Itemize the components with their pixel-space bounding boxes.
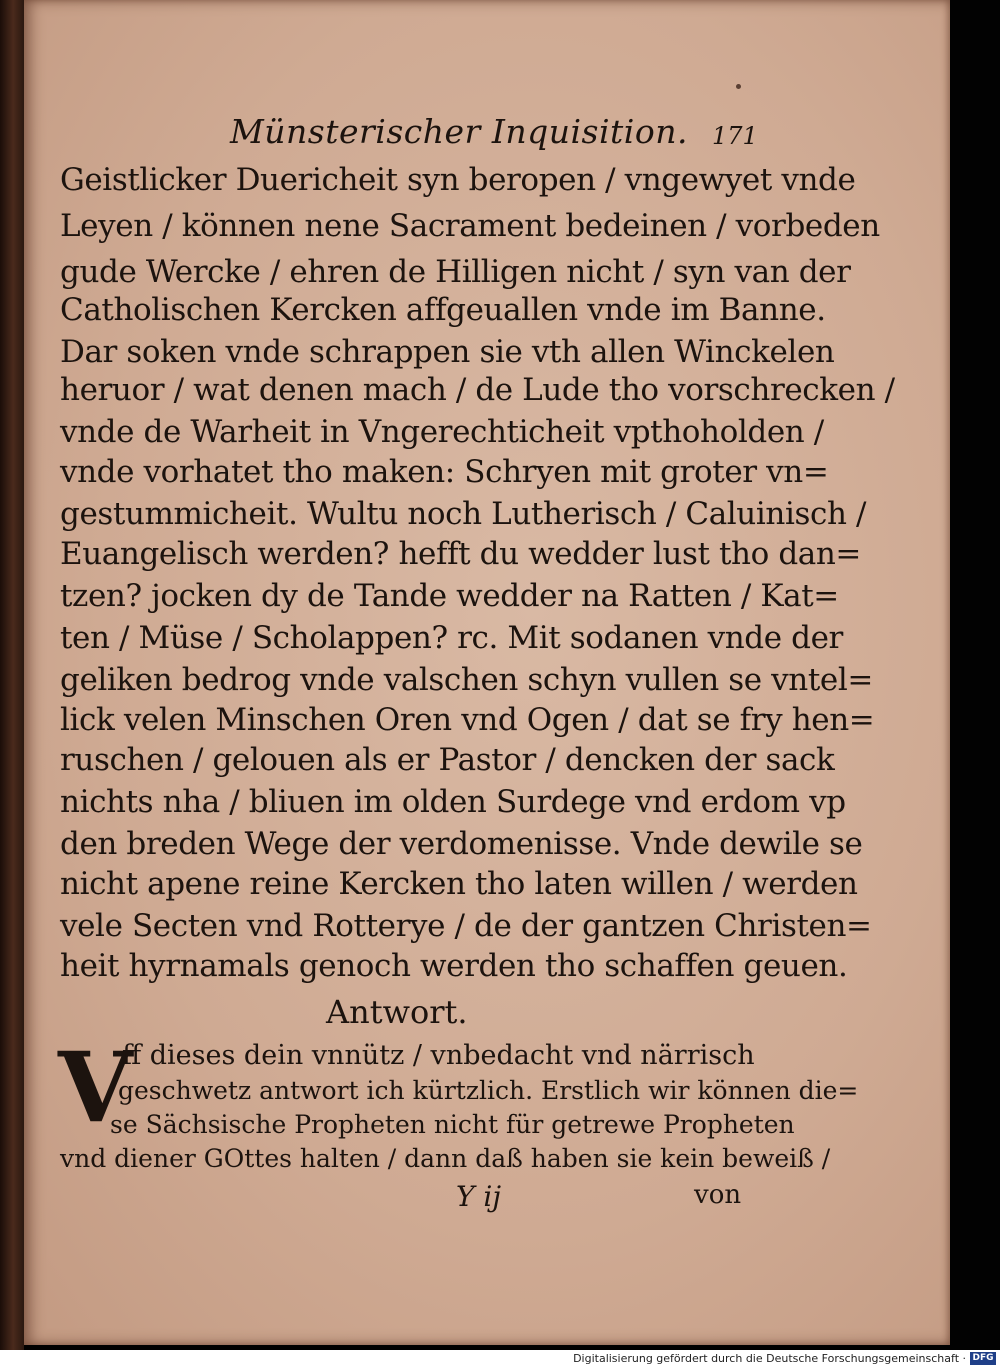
text-line: gude Wercke / ehren de Hilligen nicht / syn van der (60, 254, 851, 290)
text-line: geliken bedrog vnde valschen schyn vullen se vntel= (60, 662, 873, 698)
text-line: heit hyrnamals genoch werden tho schaffen geuen. (60, 948, 848, 984)
catchword: von (694, 1180, 742, 1210)
section-heading: Antwort. (326, 993, 468, 1031)
funding-credit: Digitalisierung gefördert durch die Deutsche Forschungsgemeinschaft · (573, 1352, 966, 1365)
text-line: vele Secten vnd Rotterye / de der gantzen Christen= (60, 908, 872, 944)
scan-border-right (950, 0, 1000, 1350)
page-number: 171 (712, 122, 758, 150)
text-line: ten / Müse / Scholappen? rc. Mit sodanen vnde der (60, 620, 843, 656)
text-line: Geistlicker Duericheit syn beropen / vngewyet vnde (60, 162, 856, 198)
signature-mark: Y ij (456, 1180, 502, 1213)
paper-spot (736, 84, 741, 89)
footer-bar (0, 1350, 1000, 1368)
text-line: Euangelisch werden? hefft du wedder lust tho dan= (60, 536, 862, 572)
text-line: geschwetz antwort ich kürtzlich. Erstlich wir können die= (118, 1076, 859, 1105)
dfg-logo: DFG (970, 1352, 996, 1365)
running-title: Münsterischer Inquisition. (230, 112, 688, 151)
text-line: vnde de Warheit in Vngerechticheit vpthoholden / (60, 414, 824, 450)
text-line: lick velen Minschen Oren vnd Ogen / dat se fry hen= (60, 702, 875, 738)
text-line: ff dieses dein vnnütz / vnbedacht vnd närrisch (122, 1040, 755, 1071)
text-line: vnd diener GOttes halten / dann daß haben sie kein beweiß / (60, 1144, 831, 1173)
drop-initial: V (58, 1031, 133, 1144)
text-line: heruor / wat denen mach / de Lude tho vorschrecken / (60, 372, 895, 408)
running-header (200, 110, 760, 158)
text-line: tzen? jocken dy de Tande wedder na Ratten / Kat= (60, 578, 839, 614)
text-line: se Sächsische Propheten nicht für getrewe Propheten (110, 1110, 795, 1139)
text-line: den breden Wege der verdomenisse. Vnde dewile se (60, 826, 863, 862)
text-line: ruschen / gelouen als er Pastor / dencken der sack (60, 742, 835, 778)
page-gutter-edge (0, 0, 24, 1350)
text-line: nichts nha / bliuen im olden Surdege vnd erdom vp (60, 784, 846, 820)
text-line: nicht apene reine Kercken tho laten willen / werden (60, 866, 858, 902)
text-line: Catholischen Kercken affgeuallen vnde im Banne. (60, 292, 826, 328)
text-line: gestummicheit. Wultu noch Lutherisch / Caluinisch / (60, 496, 867, 532)
text-line: Leyen / können nene Sacrament bedeinen / vorbeden (60, 208, 880, 244)
text-line: vnde vorhatet tho maken: Schryen mit groter vn= (60, 454, 829, 490)
text-line: Dar soken vnde schrappen sie vth allen Winckelen (60, 334, 835, 370)
